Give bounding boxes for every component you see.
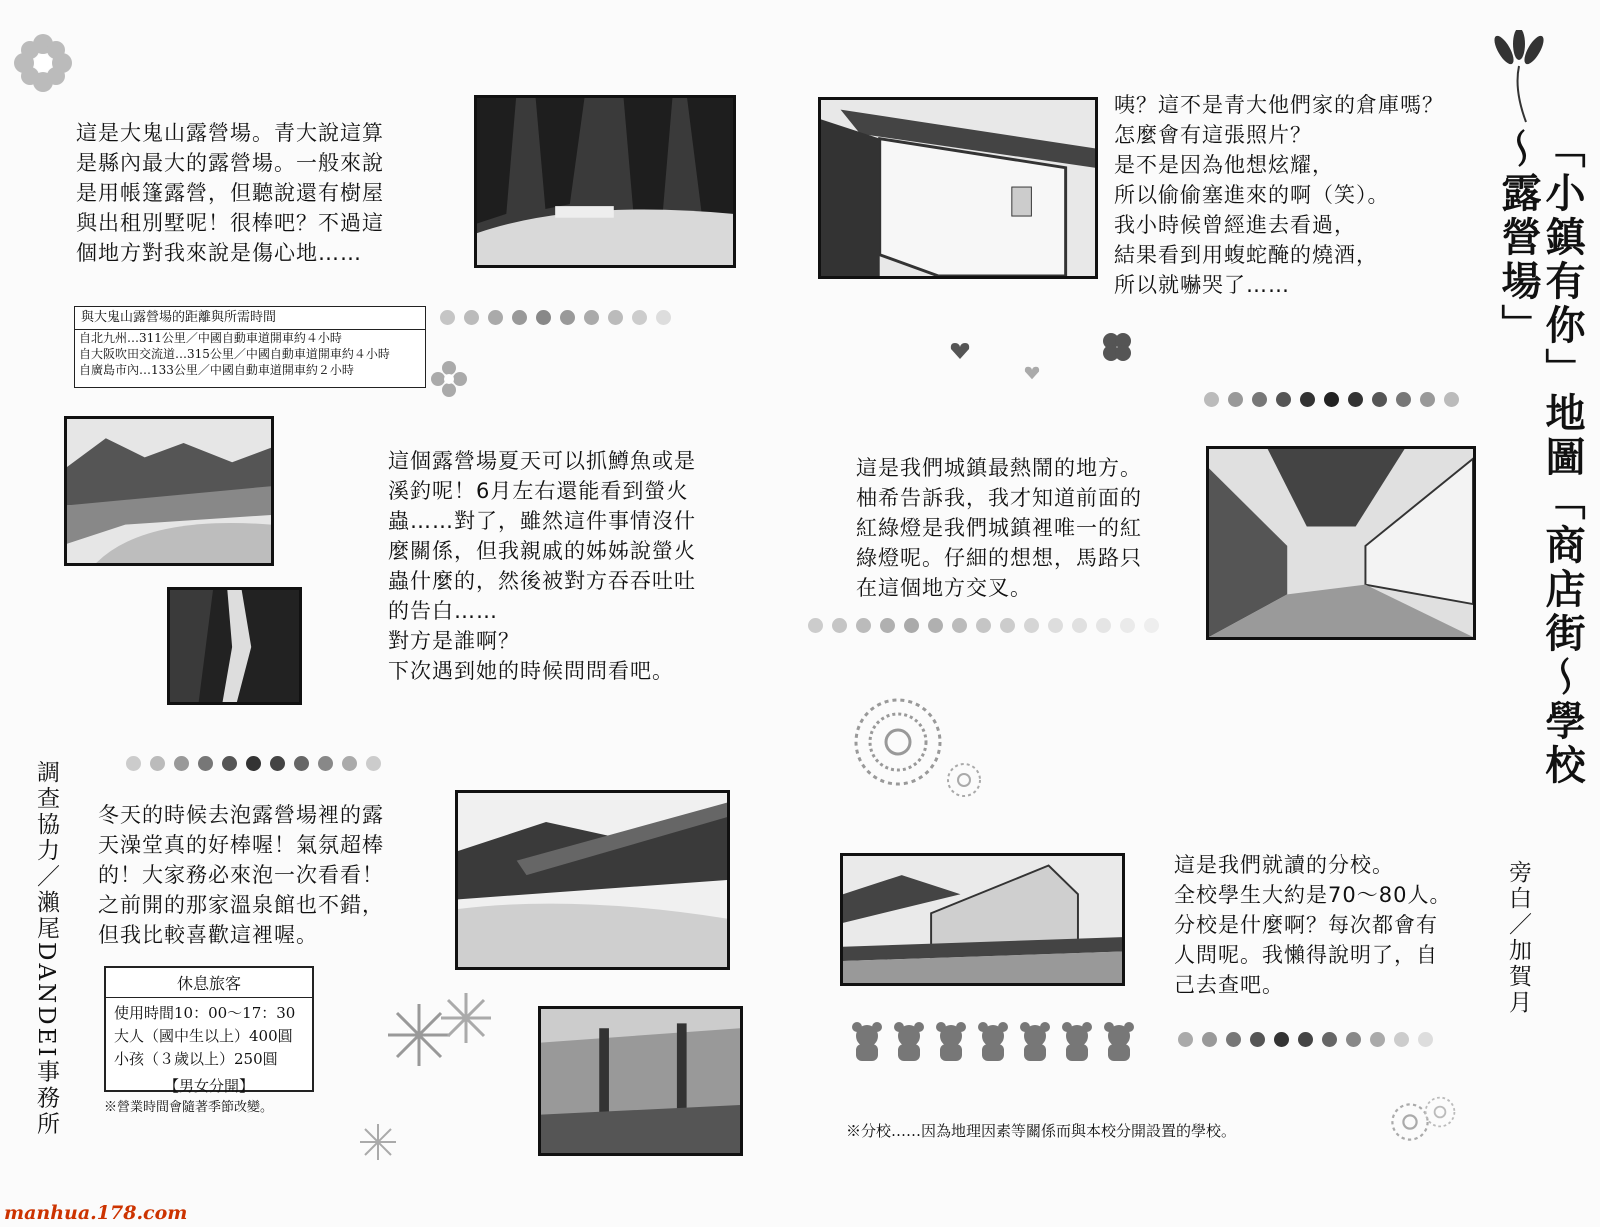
lace-flower-icon [944, 760, 984, 800]
bear-icon [1018, 1020, 1052, 1062]
dot-divider [808, 618, 1159, 633]
distance-info-box [74, 306, 426, 388]
snowflake-icon [358, 1122, 398, 1162]
winter-text: 冬天的時候去泡露營場裡的露 天澡堂真的好棒喔！氣氛超棒 的！大家務必來泡一次看看！ 之前開的那家溫泉館也不錯， 但我比較喜歡這裡喔。 [98, 803, 384, 947]
waterfall-photo [167, 587, 302, 705]
watermark: manhua.178.com [4, 1202, 188, 1224]
warehouse-text: 咦？這不是青大他們家的倉庫嗎？ 怎麼會有這張照片？ 是不是因為他想炫耀， 所以偷偷塞進來的啊（笑）。 我小時候曾經進去看過， 結果看到用蝮蛇醃的燒酒， 所以就嚇哭了…… [1114, 93, 1444, 297]
flower-icon [12, 32, 74, 94]
dot-divider [440, 310, 671, 325]
bear-icon [1060, 1020, 1094, 1062]
campsite-photo [474, 95, 736, 268]
clover-icon [1100, 330, 1134, 364]
heart-icon [950, 342, 970, 360]
hot-spring-winter-photo [455, 790, 730, 970]
bear-icon [850, 1020, 884, 1062]
narrator-credit: 旁白／加賀月 [1505, 860, 1531, 1016]
bear-icon [892, 1020, 926, 1062]
flower-icon [430, 360, 468, 398]
dot-divider [126, 756, 381, 771]
bear-icon [1102, 1020, 1136, 1062]
research-credit: 調查協力／瀨尾DANDEI事務所 [33, 760, 59, 1138]
shopping-street-photo [1206, 446, 1476, 640]
school-text: 這是我們就讀的分校。 全校學生大約是70～80人。 分校是什麼啊？每次都會有 人問呢。我懶得說明了，自 己去查吧。 [1174, 853, 1452, 997]
lace-flower-icon [1422, 1094, 1458, 1130]
rest-note: ※營業時間會隨著季節改變。 [104, 1100, 274, 1115]
rest-visitor-box [104, 966, 314, 1095]
distance-row: 自大阪吹田交流道…315公里／中國自動車道開車約４小時 [79, 347, 390, 361]
school-note: ※分校……因為地理因素等關係而與本校分開設置的學校。 [846, 1122, 1237, 1140]
open-air-bath-photo [538, 1006, 743, 1156]
page-title: 「小鎮有你」地圖「商店街～學校～露營場」 [1495, 128, 1585, 788]
dot-divider [1204, 392, 1459, 407]
school-photo [840, 853, 1125, 986]
flower-sprig-icon [1484, 30, 1554, 125]
distance-row: 自廣島市內…133公里／中國自動車道開車約２小時 [79, 363, 354, 377]
dot-divider [1178, 1032, 1433, 1047]
heart-icon [1024, 366, 1040, 380]
campsite-intro-text: 這是大鬼山露營場。青大說這算 是縣內最大的露營場。一般來說 是用帳篷露營，但聽說還有樹屋 與出租別墅呢！很棒吧？不過這 個地方對我來說是傷心地…… [76, 121, 384, 265]
bear-icon [934, 1020, 968, 1062]
downtown-text: 這是我們城鎮最熱鬧的地方。 柚希告訴我，我才知道前面的 紅綠燈是我們城鎮裡唯一的紅 綠燈呢。仔細的想想，馬路只 在這個地方交叉。 [856, 456, 1142, 600]
warehouse-photo [818, 97, 1098, 279]
snowflake-icon [438, 990, 494, 1046]
rest-box-footer: 【男女分開】 [163, 1077, 254, 1095]
lace-flower-icon [848, 692, 948, 792]
distance-row: 自北九州…311公里／中國自動車道開車約４小時 [79, 331, 342, 345]
rest-box-body: 使用時間10：00～17：30 大人（國中生以上）400圓 小孩（３歲以上）250圓 [114, 1004, 296, 1068]
bear-row-decoration [850, 1020, 1136, 1062]
rest-box-heading: 休息旅客 [106, 968, 312, 998]
distance-box-heading: 與大鬼山露營場的距離與所需時間 [75, 307, 425, 330]
river-valley-photo [64, 416, 274, 566]
summer-text: 這個露營場夏天可以抓鱒魚或是 溪釣呢！6月左右還能看到螢火 蟲……對了，雖然這件事情沒什 麼關係，但我親戚的姊姊說螢火 蟲什麼的，然後被對方吞吞吐吐 的告白…… 對方是誰啊？ 下次遇到她的時候問問看吧。 [388, 449, 696, 683]
bear-icon [976, 1020, 1010, 1062]
